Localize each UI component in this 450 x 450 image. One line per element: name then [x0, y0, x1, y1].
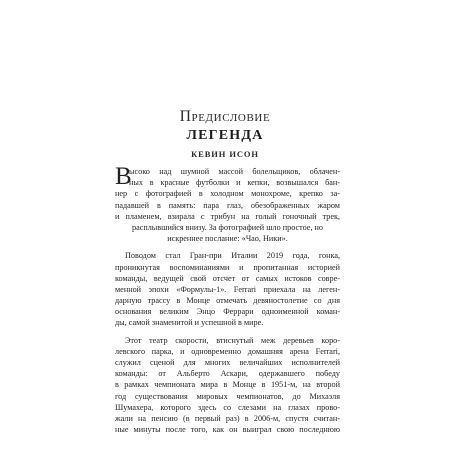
text-line: искреннее послание: «Чао, Ники».	[167, 234, 288, 244]
text-line: ысоко над шумной массой болельщиков, облачен-	[129, 167, 340, 176]
text-line: Поводом стал Гран-при Италии 2019 года, гонка,	[125, 251, 340, 261]
chapter-heading	[0, 108, 450, 159]
text-line: Шумахера, которого здесь со слезами на глазах прово-	[115, 402, 340, 412]
paragraph	[115, 250, 340, 328]
text-line: Этот театр скорости, втиснутый меж деревьев коро-	[125, 335, 340, 345]
text-line: ды, самой знаменитой и успешной в мире.	[115, 318, 264, 328]
text-line: левского парка, и одновременно домашняя арена Ferrari,	[115, 346, 340, 356]
text-line: ные минуты после того, как он выиграл свою последнюю	[115, 425, 340, 435]
text-line: менной эпохи «Формулы-1». Ferrari приехала на леген-	[115, 284, 340, 294]
chapter-title: ЛЕГЕНДА	[186, 128, 264, 143]
text-line: падавшей в память: пара глаз, обезображенных жаром	[115, 200, 340, 210]
text-line: основания великим Энцо Феррари одноименной коман-	[115, 307, 340, 317]
text-line: жали на пенсию (в первый раз) в 2006-м, спустя считан-	[115, 413, 340, 423]
text-line: проникнутая воспоминаниями и пропитанная историей	[115, 262, 340, 272]
text-line: расплывшийся внизу. За фотографией шло простое, но	[131, 222, 324, 232]
author-name: КЕВИН ИСОН	[191, 149, 259, 159]
text-line: служил сценой для многих величайших исполнителей	[115, 358, 340, 367]
text-line: ных в красные футболки и кепки, возвышался бан-	[129, 178, 340, 188]
text-line: и пламенем, взирала с трибун на голый гоночный трек,	[115, 211, 340, 221]
text-line: команды, ведущей свой отсчет от самых истоков совре-	[115, 273, 340, 283]
text-line: в рамках чемпионата мира в Монце в 1951-м, на второй	[115, 380, 340, 390]
paragraph	[115, 163, 340, 244]
text-line: нер с фотографией в холодном монохроме, крепко за-	[115, 189, 340, 199]
text-line: год существования мировых чемпионатов, до Михаэля	[115, 391, 340, 401]
text-line: команды: от Альберто Аскари, одержавшего победу	[115, 369, 340, 379]
section-title: Предисловие	[179, 108, 271, 125]
body-text	[115, 163, 340, 435]
drop-cap: В	[115, 163, 132, 190]
text-line: дарную трассу в Монце отмечать девяностолетие со дня	[115, 296, 340, 306]
paragraph	[115, 335, 340, 436]
